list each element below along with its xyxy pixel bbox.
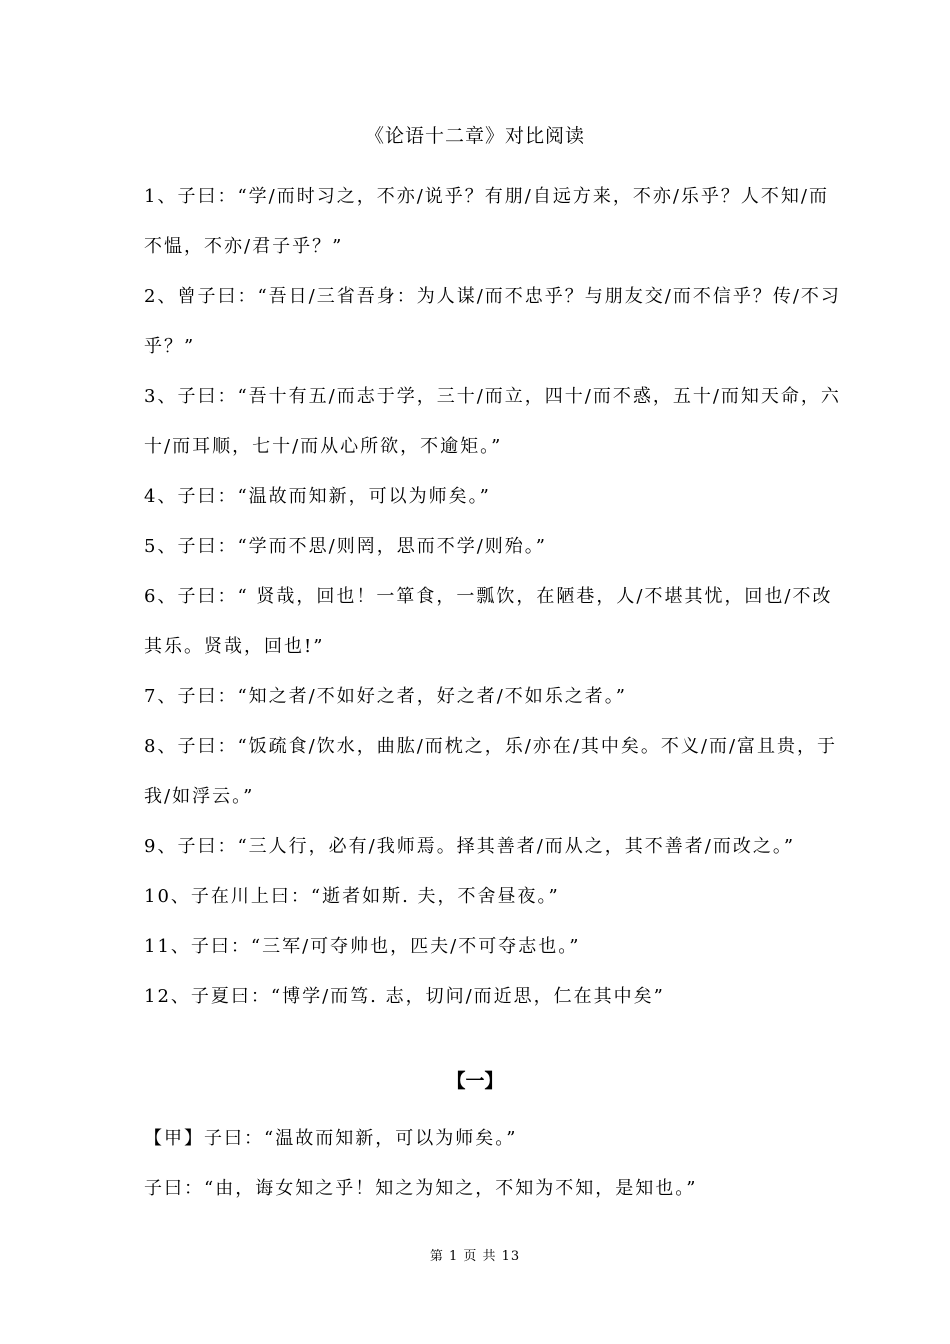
extract-line-2: 子曰：“由，诲女知之乎！知之为知之，不知为不知，是知也。” bbox=[144, 1178, 698, 1199]
reading-extract bbox=[144, 1114, 844, 1214]
chapter-paragraph-3: 3、子曰：“吾十有五/而志于学，三十/而立，四十/而不惑，五十/而知天命，六十/而耳顺，七十/而从心所欲，不逾矩。” bbox=[144, 386, 841, 457]
chapter-paragraph-6: 6、子曰：“ 贤哉，回也！一箪食，一瓢饮，在陋巷，人/不堪其忧，回也/不改其乐。贤哉，回也!” bbox=[144, 586, 833, 657]
extract-line-1: 【甲】子曰：“温故而知新，可以为师矣。” bbox=[144, 1128, 518, 1149]
page-footer: 第 1 页 共 13 bbox=[429, 1249, 521, 1264]
analects-chapter-list bbox=[144, 172, 844, 1022]
chapter-paragraph-1: 1、子曰：“学/而时习之，不亦/说乎？有朋/自远方来，不亦/乐乎？人不知/而不愠，不亦/君子乎？” bbox=[144, 186, 829, 257]
chapter-paragraph-10: 10、子在川上曰：“逝者如斯. 夫，不舍昼夜。” bbox=[144, 886, 560, 907]
chapter-paragraph-4: 4、子曰：“温故而知新，可以为师矣。” bbox=[144, 486, 491, 507]
chapter-paragraph-11: 11、子曰：“三军/可夺帅也，匹夫/不可夺志也。” bbox=[144, 936, 581, 957]
chapter-paragraph-5: 5、子曰：“学而不思/则罔，思而不学/则殆。” bbox=[144, 536, 547, 557]
chapter-paragraph-7: 7、子曰：“知之者/不如好之者，好之者/不如乐之者。” bbox=[144, 686, 627, 707]
chapter-paragraph-12: 12、子夏曰：“博学/而笃. 志，切问/而近思，仁在其中矣” bbox=[144, 986, 665, 1007]
section-heading: 【一】 bbox=[446, 1070, 504, 1092]
chapter-paragraph-8: 8、子曰：“饭疏食/饮水，曲肱/而枕之，乐/亦在/其中矣。不义/而/富且贵，于我/如浮云。” bbox=[144, 736, 838, 807]
document-title: 《论语十二章》对比阅读 bbox=[364, 125, 585, 147]
chapter-paragraph-9: 9、子曰：“三人行，必有/我师焉。择其善者/而从之，其不善者/而改之。” bbox=[144, 836, 796, 857]
chapter-paragraph-2: 2、曾子曰：“吾日/三省吾身：为人谋/而不忠乎？与朋友交/而不信乎？传/不习乎？” bbox=[144, 286, 841, 357]
